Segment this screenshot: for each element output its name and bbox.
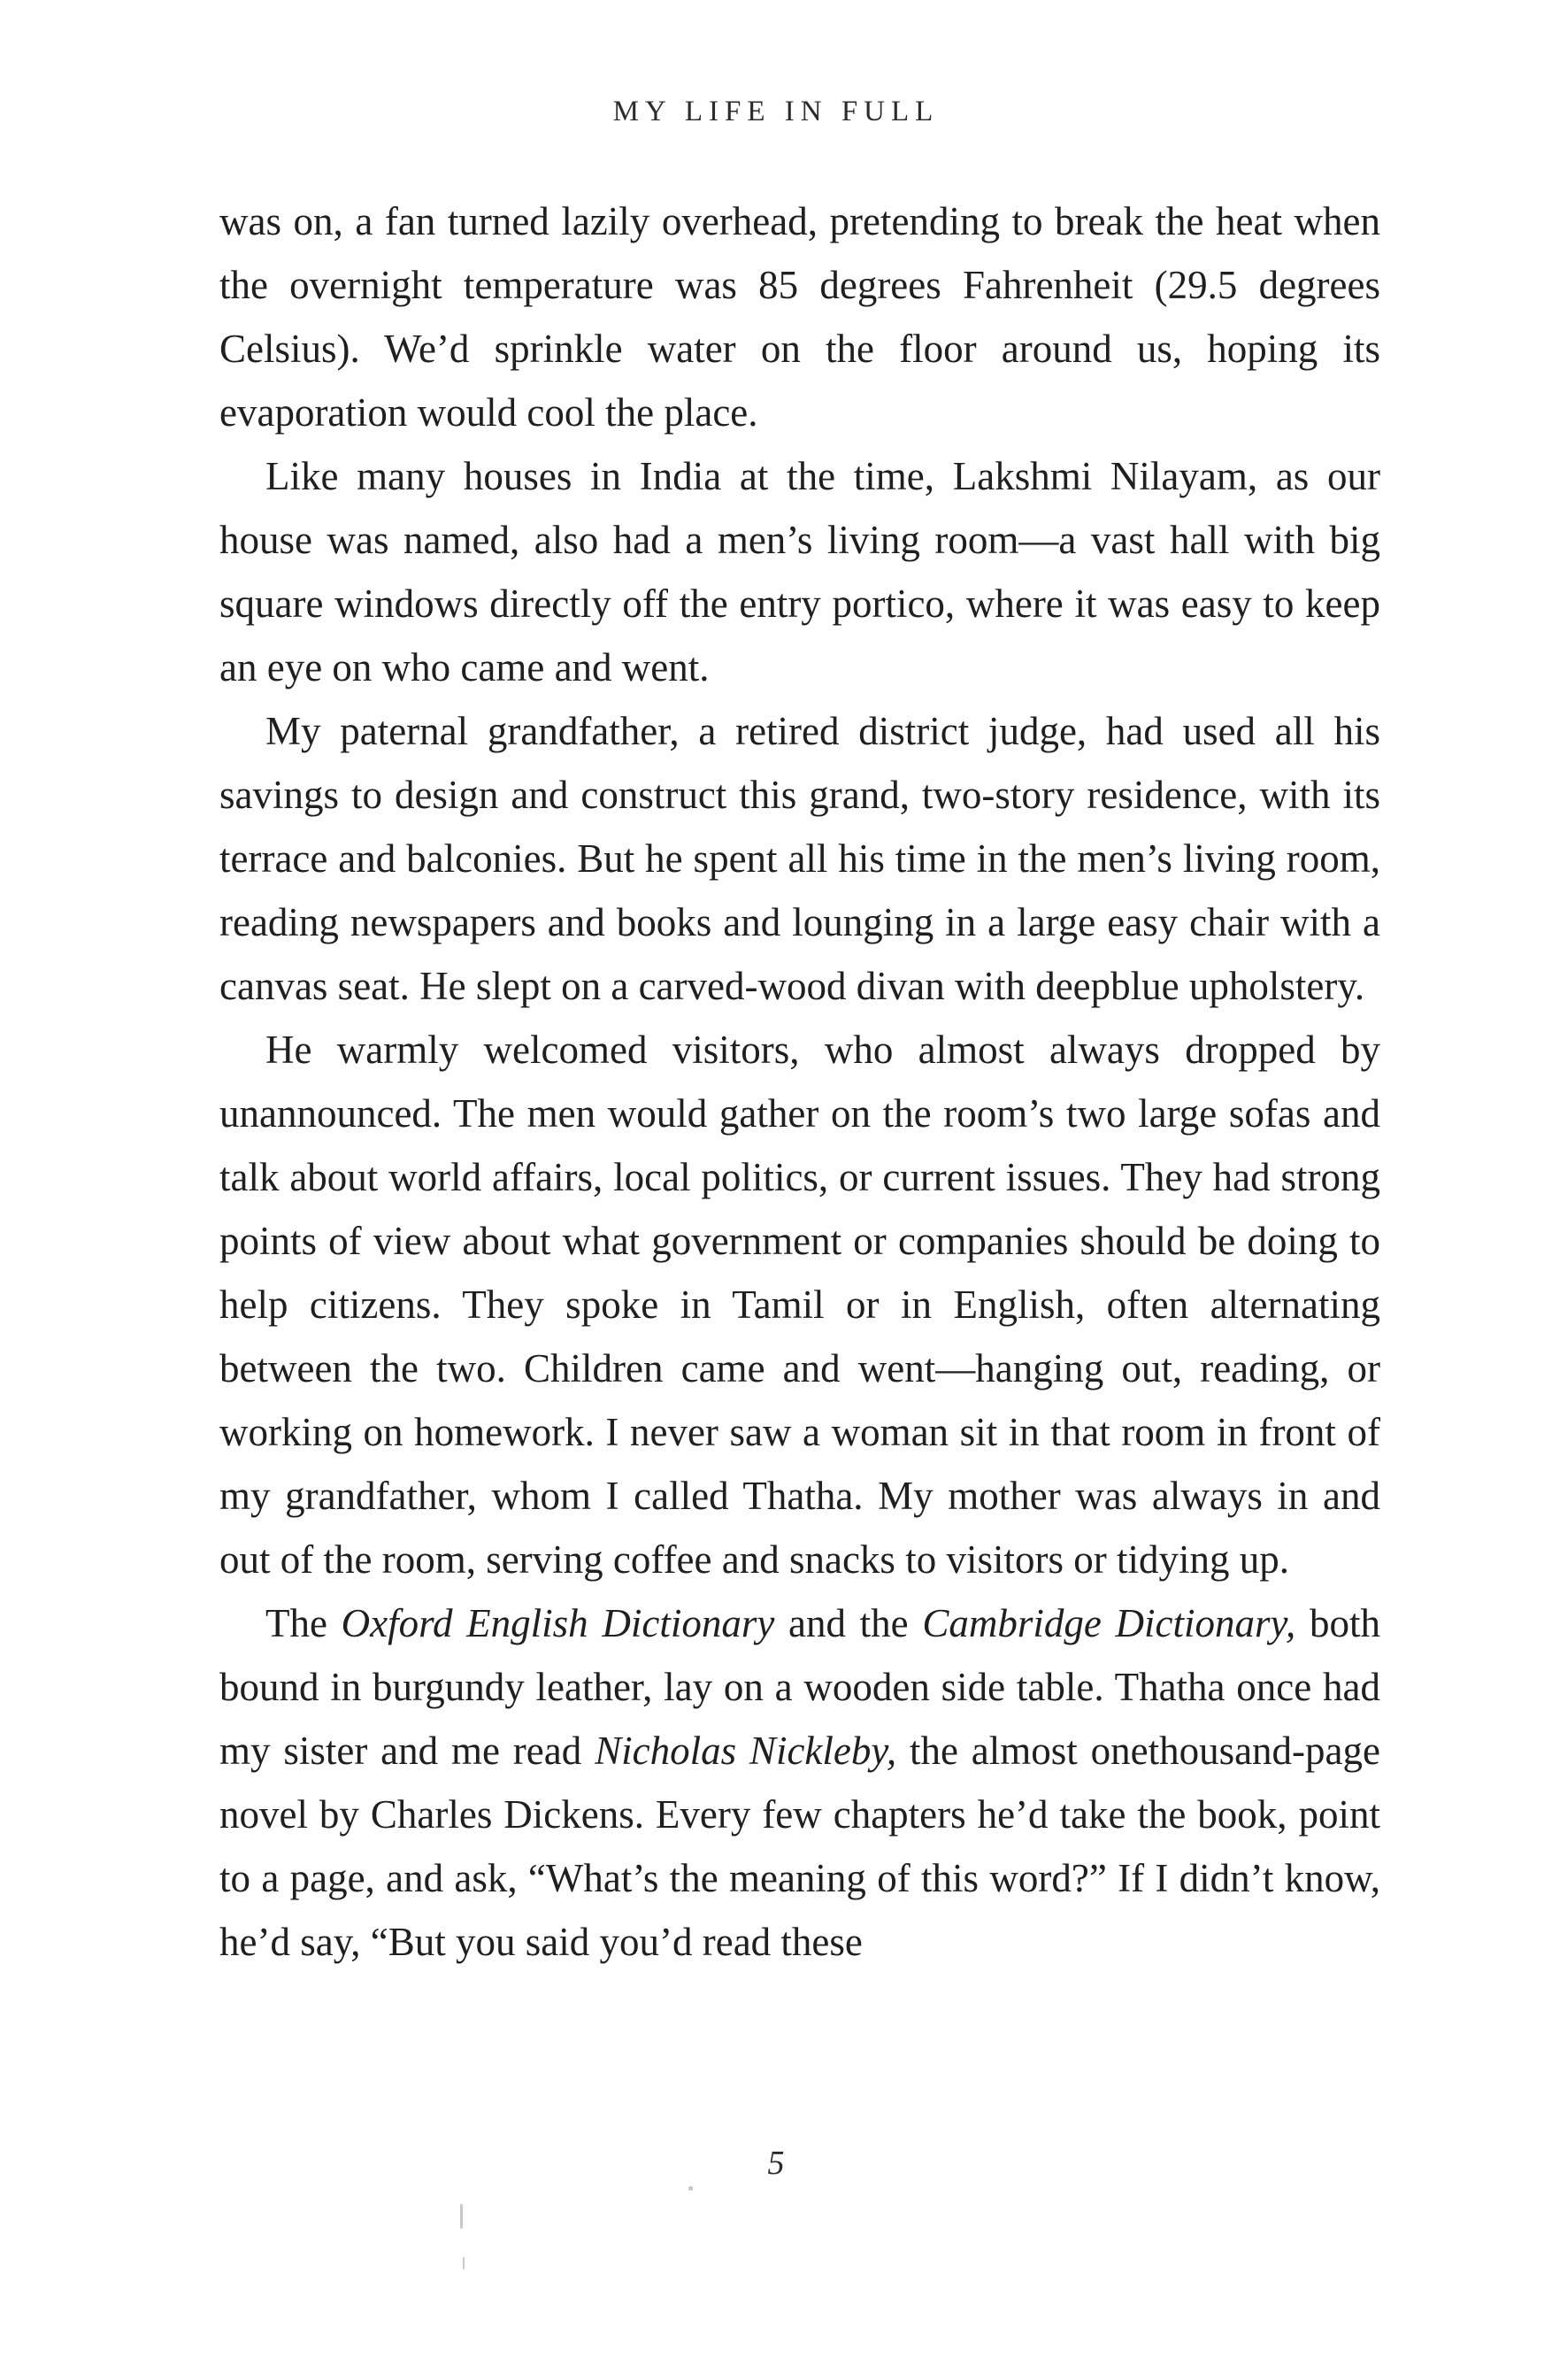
text-segment: My paternal grandfather, a retired district judge, had used all his savings to design and construct this grand, two-story residence, with its terrace and balconies. But he spent all his time in the men’s living room, reading newspapers and books and lounging in a large easy chair with a canvas seat. He slept on a carved-wood divan with deepblue upholstery. — [219, 709, 1380, 1008]
scan-speck — [688, 2186, 693, 2191]
book-title-cambridge: Cambridge Dictionary, — [922, 1601, 1296, 1645]
text-segment: was on, a fan turned lazily overhead, pretending to break the heat when the overnight temperature was 85 degrees Fahrenheit (29.5 degrees Celsius). We’d sprinkle water on the floor around us, hoping its evaporation would cool the place. — [219, 199, 1380, 435]
book-title-nickleby: Nicholas Nickleby, — [595, 1729, 897, 1773]
body-text — [219, 189, 1380, 1974]
page-number: 5 — [767, 2145, 785, 2182]
paragraph — [219, 1591, 1380, 1974]
book-title-oxford: Oxford English Dictionary — [341, 1601, 775, 1645]
scan-speck — [463, 2257, 465, 2269]
paragraph — [219, 1018, 1380, 1591]
text-segment: and the — [774, 1601, 923, 1645]
running-head: MY LIFE IN FULL — [612, 96, 940, 127]
text-segment: He warmly welcomed visitors, who almost always dropped by unannounced. The men would gather on the room’s two large sofas and talk about world affairs, local politics, or current issues. They had strong points of view about what government or companies should be doing to help citizens. They spoke in Tamil or in English, often alternating between the two. Children came and went—hanging out, reading, or working on homework. I never saw a woman sit in that room in front of my grandfather, whom I called Thatha. My mother was always in and out of the room, serving coffee and snacks to visitors or tidying up. — [219, 1028, 1380, 1582]
text-segment: Like many houses in India at the time, Lakshmi Nilayam, as our house was named, also had a men’s living room—a vast hall with big square windows directly off the entry portico, where it was easy to keep an eye on who came and went. — [219, 454, 1380, 689]
paragraph — [219, 189, 1380, 444]
paragraph — [219, 699, 1380, 1018]
text-segment: both bound in burgundy leather, lay on a wooden side table. Thatha once had my sister and me read — [219, 1601, 1380, 1773]
text-segment: the almost onethousand-page novel by Charles Dickens. Every few chapters he’d take the book, point to a page, and ask, “What’s the meaning of this word?” If I didn’t know, he’d say, “But you said you’d read these — [219, 1729, 1380, 1964]
scan-speck — [460, 2204, 463, 2229]
text-segment: The — [265, 1601, 342, 1645]
paragraph — [219, 444, 1380, 699]
